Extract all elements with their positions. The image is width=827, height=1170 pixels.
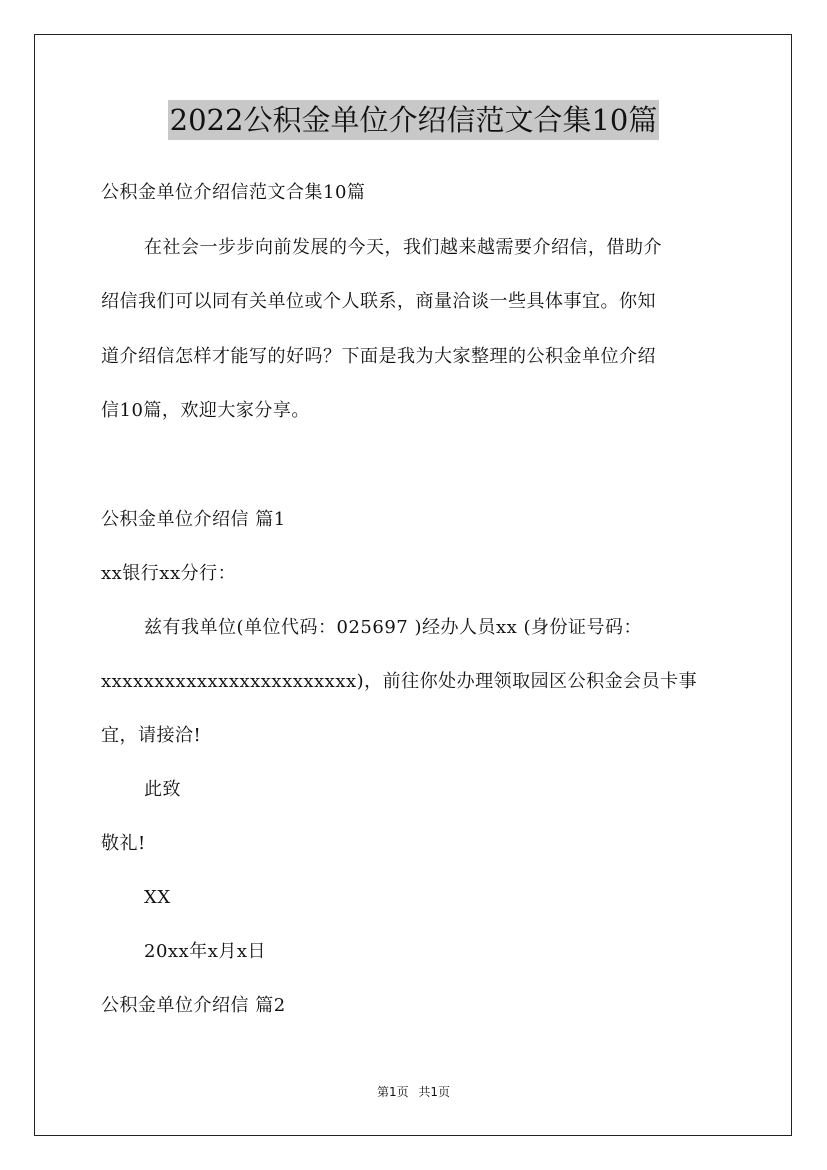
body-line-3: 宜，请接洽!	[101, 725, 202, 746]
page-number: 第1页	[376, 1085, 409, 1099]
signature: XX	[144, 887, 171, 908]
document-title: 2022公积金单位介绍信范文合集10篇	[168, 100, 660, 140]
salutation: xx银行xx分行：	[101, 563, 237, 584]
intro-line-4: 信10篇，欢迎大家分享。	[101, 400, 310, 421]
body-line-1: 兹有我单位(单位代码：025697 )经办人员xx (身份证号码：	[144, 617, 643, 638]
intro-line-1: 在社会一步步向前发展的今天，我们越来越需要介绍信，借助介	[144, 237, 662, 258]
date-line: 20xx年x月x日	[144, 941, 267, 962]
page-total: 共1页	[418, 1085, 451, 1099]
title-container	[0, 100, 827, 140]
intro-line-2: 绍信我们可以同有关单位或个人联系，商量洽谈一些具体事宜。你知	[101, 291, 656, 312]
section-2-heading: 公积金单位介绍信 篇2	[101, 995, 286, 1016]
intro-line-3: 道介绍信怎样才能写的好吗？下面是我为大家整理的公积金单位介绍	[101, 346, 656, 367]
section-1-heading: 公积金单位介绍信 篇1	[101, 509, 286, 530]
closing-line-1: 此致	[144, 779, 181, 800]
closing-line-2: 敬礼!	[101, 833, 146, 854]
body-line-2: xxxxxxxxxxxxxxxxxxxxxxxx)，前往你处办理领取园区公积金会员卡事	[101, 671, 698, 692]
page-footer	[0, 1084, 827, 1100]
document-subtitle: 公积金单位介绍信范文合集10篇	[101, 182, 366, 203]
